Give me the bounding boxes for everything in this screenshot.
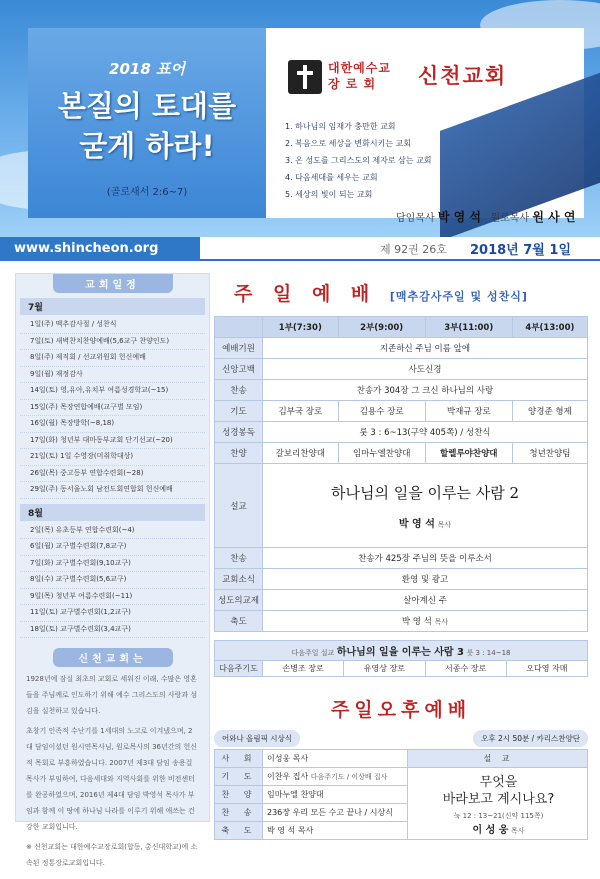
choir-name: 할렐루야찬양대 — [425, 443, 512, 464]
schedule-item: 18일(토) 교구별수련회(3,4교구) — [20, 622, 205, 639]
morning-title-text: 주 일 예 배 — [234, 283, 377, 305]
choir-name: 임마누엘찬양대 — [338, 443, 425, 464]
row-label: 사 회 — [215, 750, 263, 768]
next-sermon-label: 다음주일 설교 — [291, 649, 335, 657]
afternoon-sermon-reference: 눅 12 : 13~21(신약 115쪽) — [453, 812, 544, 820]
sermon-title-line: 무엇을 — [479, 775, 518, 790]
sidebar — [15, 273, 210, 867]
row-label: 신앙고백 — [215, 359, 263, 380]
row-value: 찬송가 304장 그 크신 하나님의 사랑 — [263, 380, 588, 401]
afternoon-service-table — [214, 749, 588, 840]
morning-service-title — [234, 279, 588, 306]
afternoon-tags — [214, 730, 588, 747]
table-row — [215, 661, 588, 677]
row-label: 축도 — [215, 611, 263, 632]
mission-item: 1. 하나님의 임재가 충만한 교회 — [285, 122, 396, 131]
afternoon-left-tag: 어와나 올림픽 시상식 — [214, 730, 300, 747]
slogan-line: 굳게 하라! — [79, 129, 215, 163]
intro-paragraph: ※ 신천교회는 대한예수교장로회(합동, 총신대학교)에 소속된 정통장로교회입니다. — [26, 843, 198, 867]
service-time: 3부(11:00) — [425, 317, 512, 338]
schedule-item: 11일(토) 교구별수련회(1,2교구) — [20, 605, 205, 622]
slogan-line: 본질의 토대를 — [57, 89, 237, 123]
next-sermon-reference: 룻 3 : 14~18 — [466, 649, 511, 657]
website-link[interactable]: www.shincheon.org — [0, 237, 200, 261]
bulletin-date: 2018년 7월 1일 — [470, 243, 571, 258]
intro-paragraph: 1928년에 잠실 최초의 교회로 세워진 이래, 수많은 영혼들을 주님께로 인도하기 위해 예수 그리스도의 사랑과 섬김을 실천하고 있습니다. — [26, 675, 198, 715]
row-label: 찬송 — [215, 380, 263, 401]
mission-item: 4. 다음세대를 세우는 교회 — [285, 173, 378, 182]
row-value: 룻 3 : 6~13(구약 405쪽) / 성찬식 — [263, 422, 588, 443]
next-prayer: 다음주기도 / 이상배 집사 — [310, 773, 388, 781]
table-row — [215, 380, 588, 401]
row-label: 다음주기도 — [215, 661, 263, 677]
table-row — [215, 611, 588, 632]
prayer-name: 양경준 형제 — [512, 401, 587, 422]
row-label: 찬양 — [215, 443, 263, 464]
service-time: 2부(9:00) — [338, 317, 425, 338]
row-value: 사도신경 — [263, 359, 588, 380]
schedule-item: 2일(목) 유초등부 연합수련회(~4) — [20, 523, 205, 540]
row-value: 환영 및 광고 — [263, 569, 588, 590]
slogan-verse: (골로새서 2:6~7) — [106, 187, 188, 198]
sermon-label: 설 교 — [408, 750, 588, 768]
table-row — [215, 548, 588, 569]
next-sermon-title: 하나님의 일을 이루는 사람 3 — [336, 647, 465, 658]
intro-title: 신천교회는 — [53, 648, 173, 667]
preacher-name: 이 성 웅 — [472, 825, 509, 836]
cross-logo-icon — [288, 60, 322, 94]
next-sermon — [215, 641, 588, 661]
prayer-name: 박재규 장로 — [425, 401, 512, 422]
month-label: 8월 — [20, 504, 205, 521]
table-header-row — [215, 317, 588, 338]
schedule-item: 7일(토) 새벽찬치찬양예배(5,6교구 찬양인도) — [20, 334, 205, 351]
table-row — [215, 338, 588, 359]
choir-name: 청년찬양팀 — [512, 443, 587, 464]
morning-service-table — [214, 316, 588, 632]
church-intro — [16, 667, 209, 879]
row-label: 찬 송 — [215, 804, 263, 822]
preacher-title: 목사 — [510, 827, 525, 835]
service-time: 4부(13:00) — [512, 317, 587, 338]
next-week-table — [214, 640, 588, 677]
service-time: 1부(7:30) — [263, 317, 339, 338]
morning-subtitle: [맥추감사주일 및 성찬식] — [389, 290, 528, 303]
row-value: 236장 우리 모든 수고 끝나 / 시상식 — [263, 804, 408, 822]
issue-number: 제 92권 26호 — [380, 243, 447, 256]
benediction-name: 박 영 석 — [401, 617, 432, 627]
schedule-item: 6일(월) 교구별수련회(7,8교구) — [20, 539, 205, 556]
afternoon-sermon — [408, 768, 588, 840]
table-row — [215, 422, 588, 443]
row-value: 지존하신 주님 이름 앞에 — [263, 338, 588, 359]
benediction-title: 목사 — [434, 618, 449, 626]
emeritus-name: 원 사 연 — [532, 210, 576, 224]
next-prayer-name: 오다영 자매 — [506, 661, 587, 677]
schedule-item: 26일(목) 중고등부 연합수련회(~28) — [20, 466, 205, 483]
row-label: 설교 — [215, 464, 263, 548]
emeritus-label: 원로목사 — [490, 213, 530, 224]
row-label: 성경봉독 — [215, 422, 263, 443]
schedule-title: 교회일정 — [53, 274, 173, 293]
schedule-item: 9일(월) 재정감사 — [20, 367, 205, 384]
header-corner — [215, 317, 263, 338]
sermon-title: 하나님의 일을 이루는 사람 2 — [330, 483, 519, 502]
table-row — [215, 443, 588, 464]
month-label: 7월 — [20, 298, 205, 315]
row-value — [263, 611, 588, 632]
table-row — [215, 359, 588, 380]
table-row — [215, 641, 588, 661]
schedule-item: 7일(화) 교구별수련회(9,10교구) — [20, 556, 205, 573]
schedule-item: 16일(월) 목장방학(~8,18) — [20, 416, 205, 433]
row-value: 임마누엘 찬양대 — [263, 786, 408, 804]
schedule-item: 9일(목) 청년부 여름수련회(~11) — [20, 589, 205, 606]
slogan — [28, 86, 266, 166]
schedule-item: 21일(토) 1일 수영장(미취학대상) — [20, 449, 205, 466]
schedule-item: 15일(주) 목장연합예배(교구별 모임) — [20, 400, 205, 417]
table-row — [215, 464, 588, 548]
next-prayer-name: 유영상 장로 — [344, 661, 425, 677]
slogan-panel — [28, 28, 266, 218]
mission-item: 2. 복음으로 세상을 변화시키는 교회 — [285, 139, 411, 148]
row-value — [263, 768, 408, 786]
mission-list — [285, 118, 485, 203]
schedule-item: 1일(주) 맥추감사절 / 성찬식 — [20, 317, 205, 334]
row-label: 성도의교제 — [215, 590, 263, 611]
denomination-line: 대한예수교 — [328, 61, 391, 75]
year-label: 2018 표어 — [109, 60, 185, 78]
senior-pastor-name: 박 영 석 — [437, 210, 481, 224]
row-label: 교회소식 — [215, 569, 263, 590]
pastors — [396, 208, 575, 225]
row-label: 기 도 — [215, 768, 263, 786]
schedule-item: 8일(수) 교구별수련회(5,6교구) — [20, 572, 205, 589]
table-row — [215, 569, 588, 590]
senior-pastor-label: 담임목사 — [396, 213, 435, 224]
sermon-title-line: 바라보고 계시나요? — [442, 792, 555, 807]
sermon-cell — [263, 464, 588, 548]
mission-item: 5. 세상의 빛이 되는 교회 — [285, 190, 373, 199]
schedule-item: 14일(토) 영,유아,유치부 여름성경학교(~15) — [20, 383, 205, 400]
table-row — [215, 750, 588, 768]
row-label: 찬송 — [215, 548, 263, 569]
mission-item: 3. 온 성도를 그리스도의 제자로 삼는 교회 — [285, 156, 432, 165]
row-value: 살아계신 주 — [263, 590, 588, 611]
main-content — [214, 273, 588, 840]
prayer-name: 김용수 장로 — [338, 401, 425, 422]
schedule-item: 29일(주) 동서울노회 남전도회연합회 헌신예배 — [20, 482, 205, 499]
row-value: 박 영 석 목사 — [263, 822, 408, 840]
row-value: 이성웅 목사 — [263, 750, 408, 768]
afternoon-service-title: 주일오후예배 — [330, 699, 472, 721]
row-label: 예배기원 — [215, 338, 263, 359]
choir-name: 갈보리찬양대 — [263, 443, 339, 464]
afternoon-preacher — [412, 821, 585, 836]
afternoon-sermon-title — [412, 774, 585, 808]
table-row — [215, 401, 588, 422]
row-label: 기도 — [215, 401, 263, 422]
schedule-item: 17일(화) 청년부 대마동부교회 단기선교(~20) — [20, 433, 205, 450]
table-row — [215, 590, 588, 611]
prayer-leader: 이찬우 집사 — [267, 772, 309, 781]
denomination — [328, 60, 412, 92]
next-prayer-name: 서종수 장로 — [425, 661, 506, 677]
preacher-name: 박 영 석 — [398, 518, 435, 530]
next-prayer-name: 손병조 장로 — [263, 661, 344, 677]
table-row — [215, 768, 588, 786]
row-label: 찬 양 — [215, 786, 263, 804]
denomination-line: 장 로 회 — [328, 77, 377, 91]
header-banner — [0, 0, 600, 237]
church-name: 신천교회 — [418, 64, 508, 88]
schedule-item: 8일(주) 제직회 / 선교위원회 헌신예배 — [20, 350, 205, 367]
preacher-title: 목사 — [437, 520, 452, 529]
row-label: 축 도 — [215, 822, 263, 840]
row-value: 찬송가 425장 주님의 뜻을 이루소서 — [263, 548, 588, 569]
intro-paragraph: 초창기 인족적 수난기를 1세대의 노고로 이겨냈으며, 2대 담임이셨던 원시연목사님, 원로목사의 36년간의 헌신적 목회로 부흥하였습니다. 2007년 제3대 담임 송용걸목사가 부임하여, 다음세대와 지역사회를 위한 비전센터를 완공하였으며, 2016년 제4대 담임 박영석 목사가 부임과 함께 이 땅에 하나님 나라를 이루기 위해 애쓰는 건강한 교회입니다. — [26, 727, 198, 831]
sermon-preacher — [265, 515, 585, 530]
prayer-name: 김부국 장로 — [263, 401, 339, 422]
afternoon-right-tag: 오후 2시 50분 / 카리스찬양단 — [473, 730, 588, 747]
